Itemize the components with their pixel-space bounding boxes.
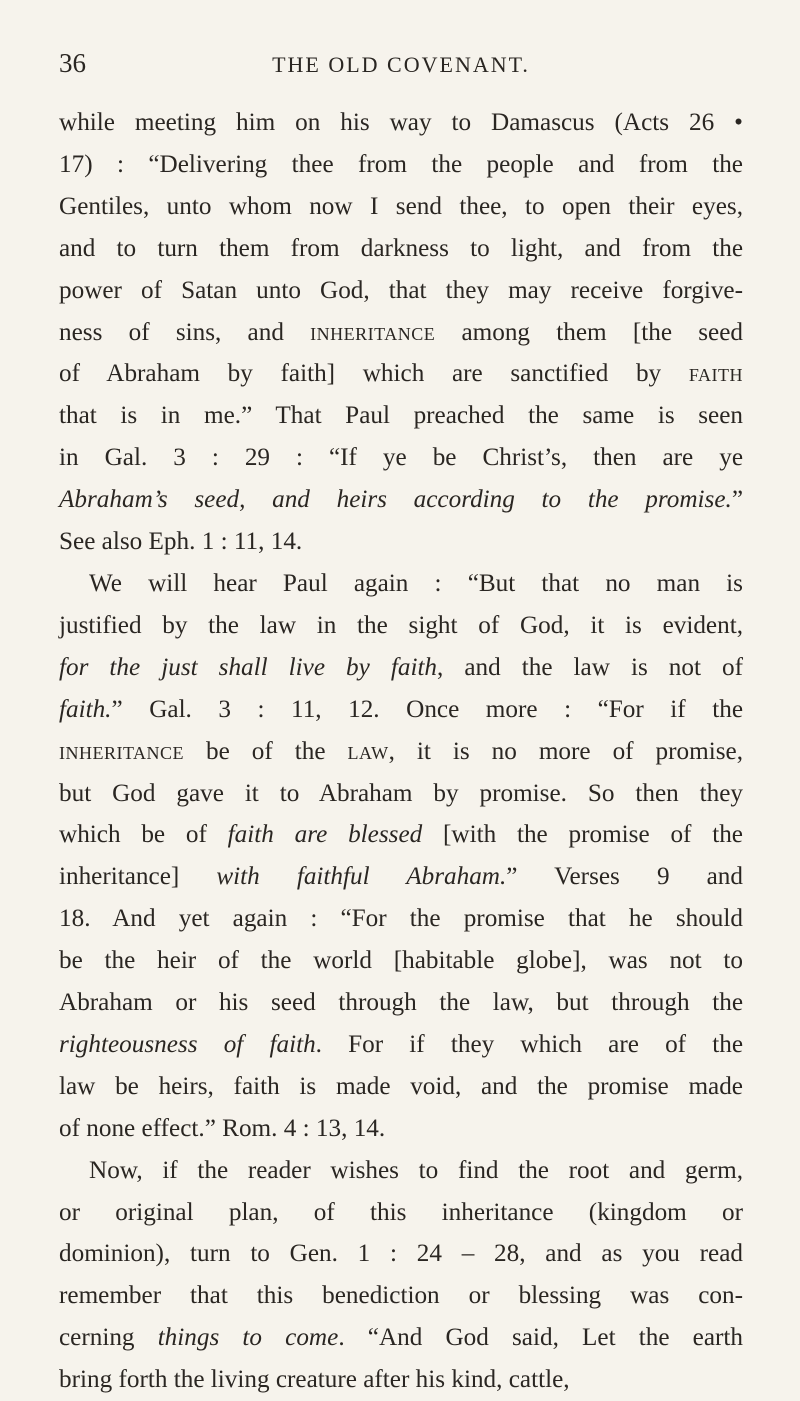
italic-text: righteousness of faith (59, 1030, 316, 1058)
text-segment: which be of (59, 821, 228, 849)
text-line (59, 312, 743, 354)
text-segment: . For if they which are of the (315, 1030, 744, 1058)
text-line (59, 982, 743, 1024)
italic-text: for the just shall live by faith (59, 653, 438, 681)
text-segment: and to turn them from darkness to light, and from the (59, 234, 743, 262)
text-line (59, 605, 743, 647)
text-segment: 18. And yet again : “For the promise that he should (59, 905, 743, 933)
italic-text: faith. (59, 695, 112, 723)
text-line (59, 940, 743, 982)
text-segment: or original plan, of this inheritance (kingdom or (59, 1198, 743, 1226)
italic-text: Abraham’s seed, and heirs according to the promise. (59, 486, 732, 514)
text-line (59, 856, 743, 898)
text-segment: Abraham or his seed through the law, but through the (59, 989, 743, 1017)
text-line (59, 1024, 743, 1066)
text-segment: . “And God said, Let the earth (338, 1324, 743, 1352)
text-segment: bring forth the living creature after his kind, cattle, (59, 1366, 570, 1394)
text-segment: of Abraham by faith] which are sanctified by (59, 360, 689, 388)
text-segment: among them [the seed (435, 318, 743, 346)
text-segment: but God gave it to Abraham by promise. So then they (59, 779, 743, 807)
paragraph (59, 1150, 743, 1401)
body-text (59, 102, 743, 1401)
running-title: THE OLD COVENANT. (272, 52, 530, 77)
text-line (59, 353, 743, 395)
text-segment: be of the (184, 737, 348, 765)
text-line (59, 689, 743, 731)
text-segment: , and the law is not of (437, 653, 743, 681)
text-line (59, 731, 743, 773)
text-segment: We will hear Paul again : “But that no man is (89, 569, 743, 597)
text-line (59, 270, 743, 312)
text-segment: justified by the law in the sight of God, it is evident, (59, 611, 743, 639)
text-line (59, 144, 743, 186)
text-segment: in Gal. 3 : 29 : “If ye be Christ’s, then are ye (59, 444, 743, 472)
italic-text: with faithful Abraham. (216, 863, 507, 891)
text-line (59, 1108, 743, 1150)
text-line (59, 898, 743, 940)
text-line (59, 479, 743, 521)
text-line (59, 228, 743, 270)
text-segment: [with the promise of the (422, 821, 743, 849)
text-line (59, 563, 743, 605)
text-line (59, 1192, 743, 1234)
text-segment: while meeting him on his way to Damascus (Acts 26 • (59, 109, 743, 136)
text-line (59, 521, 743, 563)
text-line (59, 1233, 743, 1275)
text-segment: cerning (59, 1324, 158, 1352)
running-head (59, 48, 743, 88)
text-line (59, 437, 743, 479)
text-segment: ” Verses 9 and (506, 863, 743, 891)
text-segment: power of Satan unto God, that they may receive forgive- (59, 276, 743, 304)
text-line (59, 1150, 743, 1192)
text-segment: Gentiles, unto whom now I send thee, to open their eyes, (59, 192, 743, 220)
paragraph (59, 563, 743, 1150)
small-caps-text: inheritance (59, 737, 185, 765)
text-segment: Now, if the reader wishes to find the root and germ, (89, 1156, 743, 1184)
text-line (59, 1275, 743, 1317)
text-line (59, 647, 743, 689)
text-segment: of none effect.” Rom. 4 : 13, 14. (59, 1114, 386, 1142)
text-line (59, 186, 743, 228)
text-segment: See also Eph. 1 : 11, 14. (59, 528, 303, 556)
small-caps-text: inheritance (310, 318, 436, 346)
text-segment: ” (731, 486, 743, 514)
page-number: 36 (59, 48, 86, 78)
small-caps-text: law (347, 737, 389, 765)
text-line (59, 395, 743, 437)
text-segment: ness of sins, and (59, 318, 311, 346)
text-segment: dominion), turn to Gen. 1 : 24 – 28, and as you read (59, 1240, 743, 1268)
small-caps-text: faith (688, 360, 743, 388)
text-segment: be the heir of the world [habitable globe], was not to (59, 947, 743, 975)
text-segment: remember that this benediction or blessing was con- (59, 1282, 743, 1310)
text-line (59, 102, 743, 144)
italic-text: things to come (157, 1324, 339, 1352)
text-line (59, 1359, 743, 1401)
text-line (59, 1317, 743, 1359)
italic-text: faith are blessed (227, 821, 423, 849)
text-segment: inheritance] (59, 863, 217, 891)
text-line (59, 1066, 743, 1108)
text-segment: 17) : “Delivering thee from the people and from the (59, 150, 743, 178)
text-segment: , it is no more of promise, (388, 737, 743, 765)
text-segment: ” Gal. 3 : 11, 12. Once more : “For if the (111, 695, 743, 723)
text-segment: law be heirs, faith is made void, and the promise made (59, 1072, 743, 1100)
book-page (59, 48, 743, 1401)
text-line (59, 814, 743, 856)
text-segment: that is in me.” That Paul preached the same is seen (59, 402, 743, 430)
text-line (59, 773, 743, 815)
paragraph (59, 102, 743, 563)
